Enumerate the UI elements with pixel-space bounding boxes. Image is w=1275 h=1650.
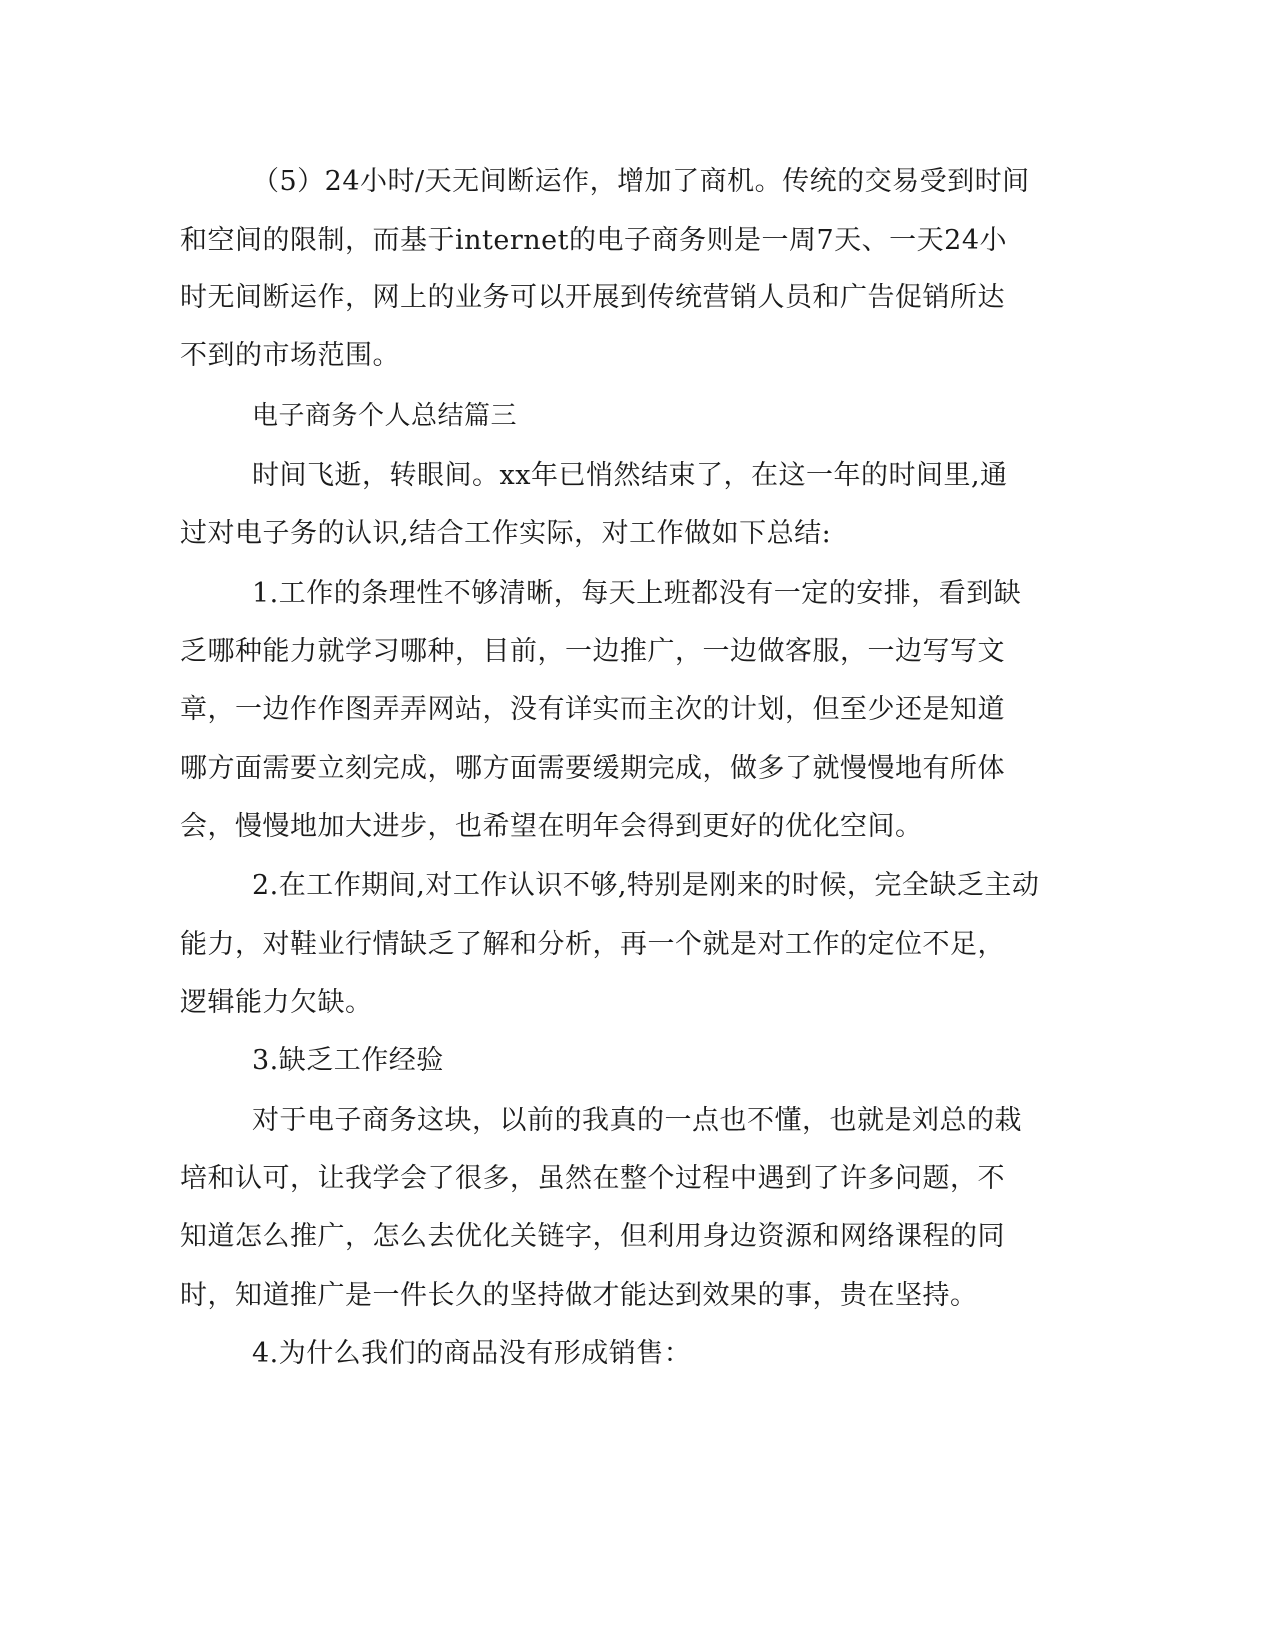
paragraph-line: 不到的市场范围。	[180, 340, 400, 371]
paragraph-line: 过对电子务的认识,结合工作实际，对工作做如下总结:	[180, 518, 832, 549]
paragraph-line: 能力，对鞋业行情缺乏了解和分析，再一个就是对工作的定位不足，	[180, 929, 1005, 960]
paragraph-line: 培和认可，让我学会了很多，虽然在整个过程中遇到了许多问题，不	[180, 1163, 1005, 1194]
paragraph-line: 和空间的限制，而基于internet的电子商务则是一周7天、一天24小	[180, 225, 1008, 256]
paragraph-line: 逻辑能力欠缺。	[180, 987, 373, 1018]
paragraph-line: 对于电子商务这块，以前的我真的一点也不懂，也就是刘总的栽	[252, 1105, 1022, 1136]
paragraph-line: 1.工作的条理性不够清晰，每天上班都没有一定的安排，看到缺	[252, 578, 1022, 609]
list-heading: 4.为什么我们的商品没有形成销售：	[252, 1338, 692, 1369]
paragraph-line: （5）24小时/天无间断运作，增加了商机。传统的交易受到时间	[252, 166, 1030, 197]
paragraph-line: 章，一边作作图弄弄网站，没有详实而主次的计划，但至少还是知道	[180, 694, 1005, 725]
paragraph-line: 2.在工作期间,对工作认识不够,特别是刚来的时候，完全缺乏主动	[252, 870, 1040, 901]
paragraph-line: 乏哪种能力就学习哪种，目前，一边推广，一边做客服，一边写写文	[180, 636, 1005, 667]
list-heading: 3.缺乏工作经验	[252, 1045, 444, 1076]
paragraph-line: 知道怎么推广，怎么去优化关链字，但利用身边资源和网络课程的同	[180, 1221, 1005, 1252]
paragraph-line: 哪方面需要立刻完成，哪方面需要缓期完成，做多了就慢慢地有所体	[180, 753, 1005, 784]
paragraph-line: 时无间断运作，网上的业务可以开展到传统营销人员和广告促销所达	[180, 282, 1005, 313]
paragraph-line: 时，知道推广是一件长久的坚持做才能达到效果的事，贵在坚持。	[180, 1280, 978, 1311]
paragraph-line: 时间飞逝，转眼间。xx年已悄然结束了，在这一年的时间里,通	[252, 460, 1008, 491]
section-heading: 电子商务个人总结篇三	[252, 401, 518, 431]
paragraph-line: 会，慢慢地加大进步，也希望在明年会得到更好的优化空间。	[180, 811, 923, 842]
